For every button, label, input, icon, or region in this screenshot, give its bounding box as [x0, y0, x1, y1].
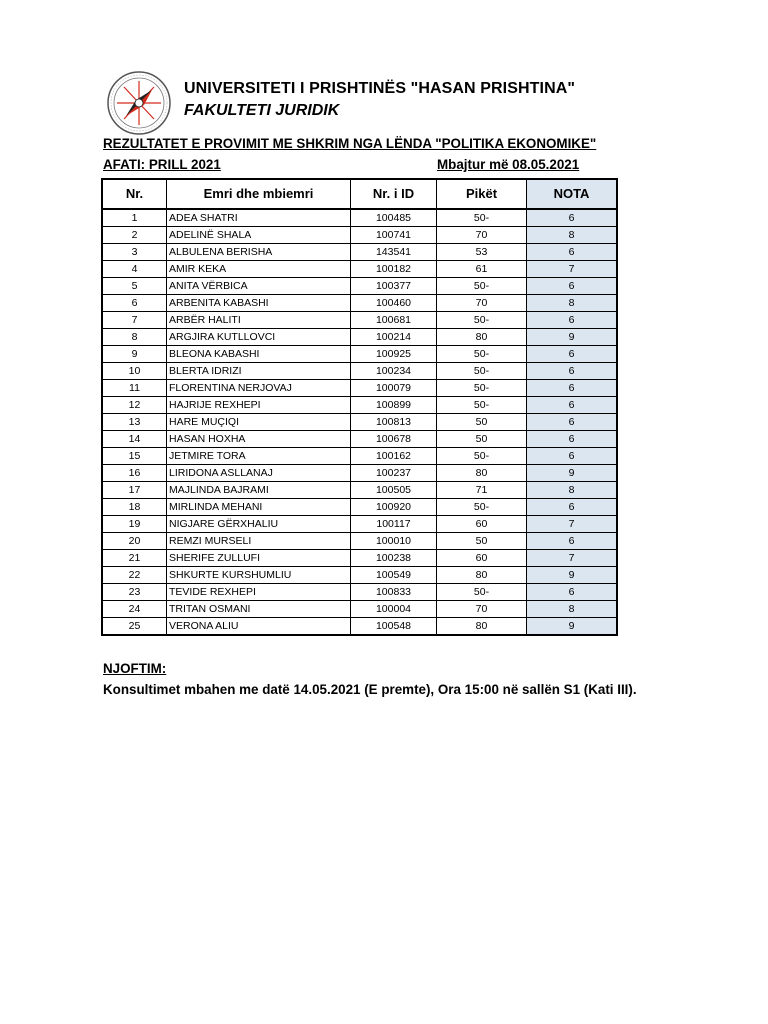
student-id: 100238 [351, 550, 437, 567]
notice-title: NJOFTIM: [103, 661, 167, 676]
student-points: 53 [437, 244, 527, 261]
table-row [102, 533, 617, 550]
student-id: 100833 [351, 584, 437, 601]
row-number: 17 [102, 482, 167, 499]
student-id: 100377 [351, 278, 437, 295]
student-name: FLORENTINA NERJOVAJ [167, 380, 351, 397]
student-grade: 7 [527, 516, 618, 533]
table-row [102, 295, 617, 312]
student-points: 80 [437, 329, 527, 346]
faculty-name: FAKULTETI JURIDIK [184, 102, 340, 119]
row-number: 11 [102, 380, 167, 397]
row-number: 16 [102, 465, 167, 482]
student-grade: 6 [527, 533, 618, 550]
student-name: SHERIFE ZULLUFI [167, 550, 351, 567]
row-number: 10 [102, 363, 167, 380]
table-row [102, 516, 617, 533]
student-points: 50- [437, 397, 527, 414]
student-name: BLEONA KABASHI [167, 346, 351, 363]
student-grade: 9 [527, 329, 618, 346]
student-id: 100920 [351, 499, 437, 516]
student-points: 50- [437, 584, 527, 601]
student-name: LIRIDONA ASLLANAJ [167, 465, 351, 482]
row-number: 13 [102, 414, 167, 431]
student-name: MAJLINDA BAJRAMI [167, 482, 351, 499]
student-id: 100678 [351, 431, 437, 448]
student-grade: 8 [527, 482, 618, 499]
student-id: 100925 [351, 346, 437, 363]
table-row [102, 261, 617, 278]
student-points: 71 [437, 482, 527, 499]
student-name: TRITAN OSMANI [167, 601, 351, 618]
student-grade: 7 [527, 261, 618, 278]
table-row [102, 448, 617, 465]
student-name: ADEA SHATRI [167, 209, 351, 227]
table-row [102, 312, 617, 329]
student-id: 100681 [351, 312, 437, 329]
student-grade: 6 [527, 499, 618, 516]
row-number: 7 [102, 312, 167, 329]
student-grade: 6 [527, 380, 618, 397]
student-id: 100079 [351, 380, 437, 397]
table-body [102, 209, 617, 635]
student-grade: 9 [527, 618, 618, 636]
notice-text: Konsultimet mbahen me datë 14.05.2021 (E premte), Ora 15:00 në sallën S1 (Kati III). [103, 682, 637, 697]
row-number: 25 [102, 618, 167, 636]
student-points: 60 [437, 516, 527, 533]
student-id: 100460 [351, 295, 437, 312]
university-name: UNIVERSITETI I PRISHTINËS "HASAN PRISHTINA" [184, 80, 576, 97]
student-name: HAJRIJE REXHEPI [167, 397, 351, 414]
table-row [102, 499, 617, 516]
table-row [102, 244, 617, 261]
student-points: 50- [437, 312, 527, 329]
student-grade: 8 [527, 295, 618, 312]
row-number: 9 [102, 346, 167, 363]
student-grade: 6 [527, 209, 618, 227]
student-name: HASAN HOXHA [167, 431, 351, 448]
student-points: 80 [437, 567, 527, 584]
table-row [102, 363, 617, 380]
row-number: 2 [102, 227, 167, 244]
student-grade: 6 [527, 312, 618, 329]
student-id: 100548 [351, 618, 437, 636]
student-points: 60 [437, 550, 527, 567]
table-row [102, 431, 617, 448]
student-grade: 6 [527, 278, 618, 295]
row-number: 3 [102, 244, 167, 261]
student-grade: 6 [527, 244, 618, 261]
student-grade: 6 [527, 363, 618, 380]
table-row [102, 414, 617, 431]
student-points: 50- [437, 448, 527, 465]
student-grade: 8 [527, 227, 618, 244]
student-points: 70 [437, 295, 527, 312]
table-row [102, 346, 617, 363]
student-name: VERONA ALIU [167, 618, 351, 636]
student-points: 50- [437, 363, 527, 380]
results-table [101, 178, 618, 636]
table-row [102, 209, 617, 227]
student-points: 50- [437, 380, 527, 397]
row-number: 22 [102, 567, 167, 584]
student-name: TEVIDE REXHEPI [167, 584, 351, 601]
student-id: 100010 [351, 533, 437, 550]
table-row [102, 227, 617, 244]
student-grade: 6 [527, 397, 618, 414]
column-header-grade: NOTA [527, 179, 618, 209]
table-row [102, 601, 617, 618]
student-points: 80 [437, 618, 527, 636]
student-id: 100234 [351, 363, 437, 380]
table-row [102, 567, 617, 584]
student-id: 143541 [351, 244, 437, 261]
table-row [102, 618, 617, 636]
student-points: 70 [437, 601, 527, 618]
row-number: 21 [102, 550, 167, 567]
student-name: HARE MUÇIQI [167, 414, 351, 431]
table-row [102, 278, 617, 295]
student-grade: 9 [527, 567, 618, 584]
student-name: MIRLINDA MEHANI [167, 499, 351, 516]
student-name: ALBULENA BERISHA [167, 244, 351, 261]
student-id: 100505 [351, 482, 437, 499]
row-number: 8 [102, 329, 167, 346]
row-number: 5 [102, 278, 167, 295]
student-id: 100741 [351, 227, 437, 244]
exam-date: Mbajtur më 08.05.2021 [437, 157, 580, 172]
row-number: 18 [102, 499, 167, 516]
student-points: 50- [437, 499, 527, 516]
student-points: 70 [437, 227, 527, 244]
table-row [102, 482, 617, 499]
row-number: 23 [102, 584, 167, 601]
table-row [102, 397, 617, 414]
student-name: ARBENITA KABASHI [167, 295, 351, 312]
student-name: ADELINË SHALA [167, 227, 351, 244]
student-id: 100485 [351, 209, 437, 227]
student-name: ARBËR HALITI [167, 312, 351, 329]
student-points: 80 [437, 465, 527, 482]
student-id: 100182 [351, 261, 437, 278]
column-header-points: Pikët [437, 179, 527, 209]
student-id: 100117 [351, 516, 437, 533]
student-id: 100004 [351, 601, 437, 618]
student-grade: 6 [527, 584, 618, 601]
student-points: 50 [437, 431, 527, 448]
student-grade: 7 [527, 550, 618, 567]
student-name: ANITA VËRBICA [167, 278, 351, 295]
student-grade: 9 [527, 465, 618, 482]
table-row [102, 380, 617, 397]
student-id: 100549 [351, 567, 437, 584]
table-row [102, 584, 617, 601]
table-row [102, 465, 617, 482]
column-header-name: Emri dhe mbiemri [167, 179, 351, 209]
row-number: 15 [102, 448, 167, 465]
student-name: NIGJARE GËRXHALIU [167, 516, 351, 533]
student-name: JETMIRE TORA [167, 448, 351, 465]
row-number: 24 [102, 601, 167, 618]
student-id: 100813 [351, 414, 437, 431]
student-points: 61 [437, 261, 527, 278]
student-id: 100214 [351, 329, 437, 346]
student-name: ARGJIRA KUTLLOVCI [167, 329, 351, 346]
student-grade: 8 [527, 601, 618, 618]
column-header-nr: Nr. [102, 179, 167, 209]
table-header-row [102, 179, 617, 209]
table-row [102, 550, 617, 567]
student-name: REMZI MURSELI [167, 533, 351, 550]
row-number: 12 [102, 397, 167, 414]
student-name: SHKURTE KURSHUMLIU [167, 567, 351, 584]
student-grade: 6 [527, 431, 618, 448]
student-id: 100162 [351, 448, 437, 465]
student-points: 50- [437, 346, 527, 363]
row-number: 6 [102, 295, 167, 312]
student-grade: 6 [527, 414, 618, 431]
exam-term: AFATI: PRILL 2021 [103, 157, 221, 172]
student-points: 50 [437, 533, 527, 550]
table-row [102, 329, 617, 346]
row-number: 20 [102, 533, 167, 550]
row-number: 1 [102, 209, 167, 227]
row-number: 14 [102, 431, 167, 448]
student-id: 100237 [351, 465, 437, 482]
student-grade: 6 [527, 448, 618, 465]
university-seal-icon [106, 70, 172, 136]
row-number: 4 [102, 261, 167, 278]
student-id: 100899 [351, 397, 437, 414]
row-number: 19 [102, 516, 167, 533]
student-points: 50- [437, 278, 527, 295]
student-name: BLERTA IDRIZI [167, 363, 351, 380]
column-header-id: Nr. i ID [351, 179, 437, 209]
student-grade: 6 [527, 346, 618, 363]
student-name: AMIR KEKA [167, 261, 351, 278]
results-title: REZULTATET E PROVIMIT ME SHKRIM NGA LËNDA "POLITIKA EKONOMIKE" [103, 136, 597, 151]
student-points: 50 [437, 414, 527, 431]
student-points: 50- [437, 209, 527, 227]
